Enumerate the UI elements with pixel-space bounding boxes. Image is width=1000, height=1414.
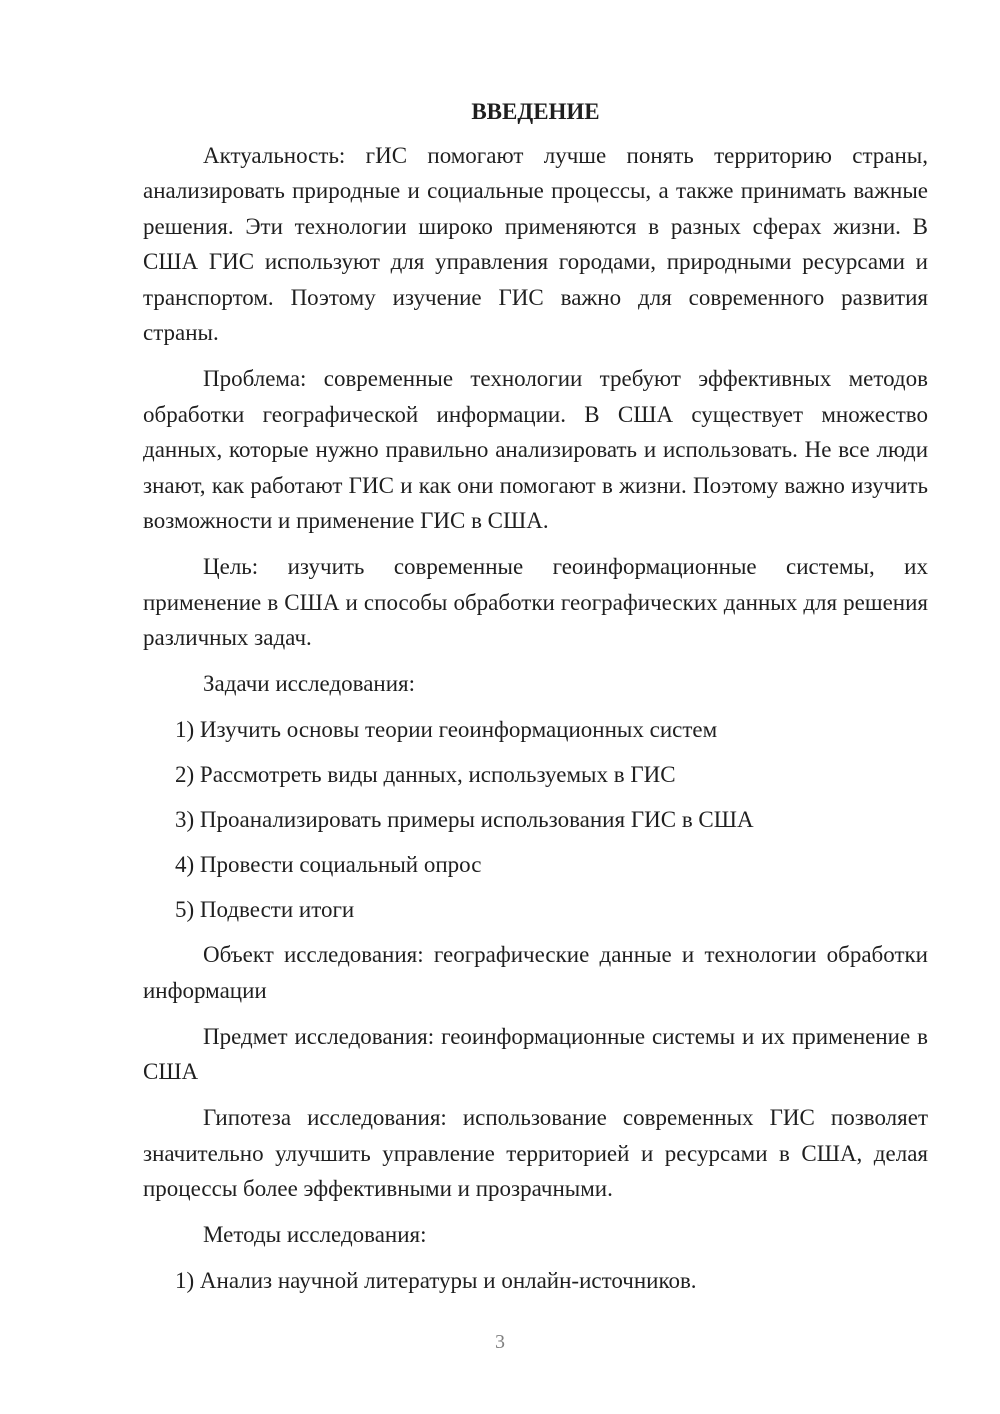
paragraph-object: Объект исследования: географические данные и технологии обработки информации	[143, 942, 928, 1003]
task-item-4: 4) Провести социальный опрос	[175, 852, 482, 877]
document-body	[143, 94, 928, 1308]
paragraph-hypothesis: Гипотеза исследования: использование современных ГИС позволяет значительно улучшить управление территорией и ресурсами в США, делая процессы более эффективными и прозрачными.	[143, 1105, 928, 1201]
tasks-heading: Задачи исследования:	[203, 671, 416, 696]
section-title: ВВЕДЕНИЕ	[471, 99, 600, 124]
paragraph-subject: Предмет исследования: геоинформационные системы и их применение в США	[143, 1023, 928, 1084]
task-item-1: 1) Изучить основы теории геоинформационных систем	[175, 717, 718, 742]
task-item-5: 5) Подвести итоги	[175, 897, 355, 922]
task-item-3: 3) Проанализировать примеры использования ГИС в США	[175, 807, 754, 832]
task-item-2: 2) Рассмотреть виды данных, используемых в ГИС	[175, 762, 676, 787]
methods-heading: Методы исследования:	[203, 1222, 427, 1247]
paragraph-relevance: Актуальность: гИС помогают лучше понять территорию страны, анализировать природные и социальные процессы, а также принимать важные решения. Эти технологии широко применяются в разных сферах жизни. В США ГИС используют для управления городами, природными ресурсами и транспортом. Поэтому изучение ГИС важно для современного развития страны.	[143, 142, 928, 345]
page-number: 3	[495, 1331, 505, 1353]
method-item-1: 1) Анализ научной литературы и онлайн-источников.	[175, 1268, 697, 1293]
paragraph-goal: Цель: изучить современные геоинформационные системы, их применение в США и способы обработки географических данных для решения различных задач.	[143, 554, 928, 650]
paragraph-problem: Проблема: современные технологии требуют эффективных методов обработки географической информации. В США существует множество данных, которые нужно правильно анализировать и использовать. Не все люди знают, как работают ГИС и как они помогают в жизни. Поэтому важно изучить возможности и применение ГИС в США.	[143, 366, 928, 533]
